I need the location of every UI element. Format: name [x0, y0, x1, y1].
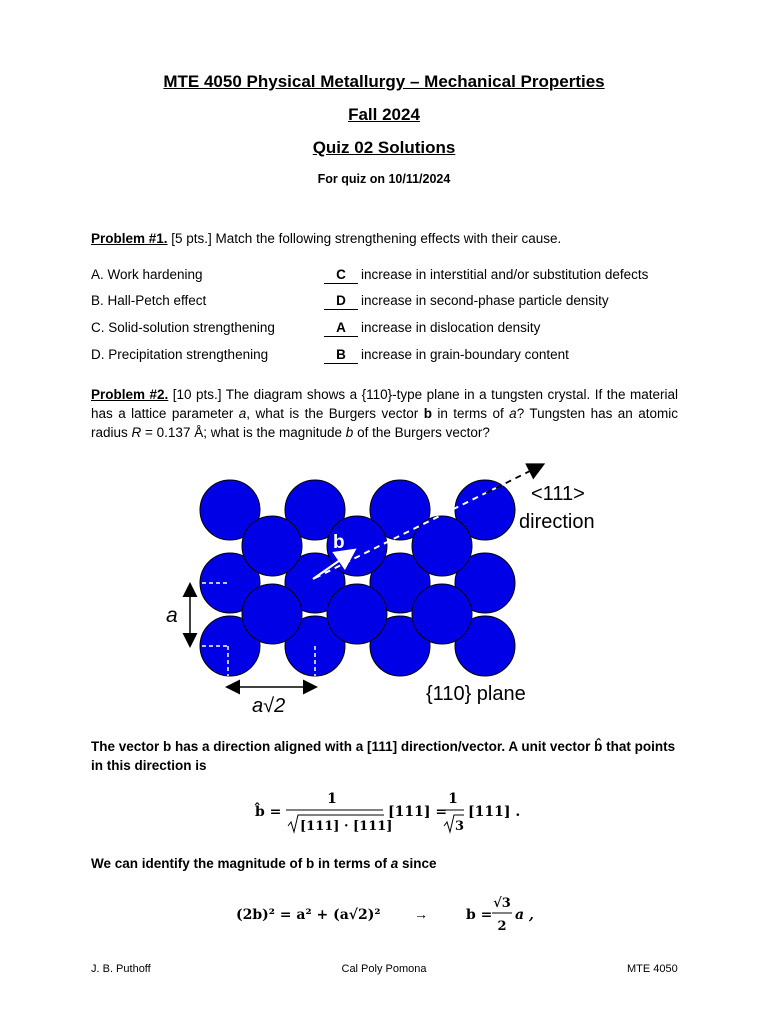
bcc-110-plane-diagram [0, 455, 768, 725]
footer-institution: Cal Poly Pomona [341, 963, 427, 975]
term-title: Fall 2024 [348, 105, 420, 124]
problem1-text: [5 pts.] Match the following strengthening effects with their cause. [167, 231, 562, 246]
var-b: b [345, 425, 354, 440]
atom-lattice [200, 480, 515, 676]
a-sqrt2-label [252, 695, 285, 717]
match-row [91, 267, 691, 287]
course-title: MTE 4050 Physical Metallurgy – Mechanical Properties [163, 72, 605, 91]
problem2-text: , what is the Burgers vector [246, 406, 424, 421]
match-answer: B [324, 347, 358, 364]
quiz-title: Quiz 02 Solutions [312, 138, 456, 157]
match-row [91, 293, 691, 313]
eq2-arrow: → [414, 906, 428, 922]
solution-text-2 [91, 854, 691, 873]
match-cause: increase in dislocation density [361, 320, 541, 335]
match-effect: B. Hall-Petch effect [91, 293, 207, 308]
eq1-denominator-2: 3 [455, 819, 465, 834]
match-answer: C [324, 267, 358, 284]
atom [412, 516, 472, 576]
var-r: R [131, 425, 142, 440]
a-sqrt2-text: a√2 [252, 695, 286, 717]
problem1-label: Problem #1. [91, 231, 168, 246]
match-effect: C. Solid-solution strengthening [91, 320, 275, 335]
eq2-b: b = [466, 907, 493, 923]
eq2-lhs: (2b)² = a² + (a√2)² [236, 907, 381, 923]
solution-text-2-part: We can identify the magnitude of b in terms of [91, 856, 391, 871]
footer-course: MTE 4050 [627, 963, 678, 975]
atom [412, 584, 472, 644]
var-b-bold: b [423, 406, 432, 421]
eq1-denominator: [111] · [111] [300, 819, 393, 834]
match-cause: increase in interstitial and/or substitution defects [361, 267, 649, 282]
burgers-vector-label: b [333, 532, 345, 553]
direction-label-word: direction [519, 511, 595, 533]
var-a: a [238, 406, 247, 421]
a-dimension-label: a [166, 604, 178, 627]
solution-text-2-part: since [398, 856, 437, 871]
match-row [91, 320, 691, 340]
problem2-text: of the Burgers vector? [353, 425, 490, 440]
match-cause: increase in grain-boundary content [361, 347, 569, 362]
eq2-numerator: √3 [493, 896, 511, 911]
var-a: a [509, 406, 517, 421]
problem2-prompt [91, 385, 678, 442]
direction-label-111: <111> [531, 483, 585, 505]
problem2-text: = 0.137 Å; what is the magnitude [141, 425, 346, 440]
var-a: a [390, 856, 399, 871]
eq1-end: [111] . [468, 804, 521, 820]
match-effect: A. Work hardening [91, 267, 203, 282]
plane-label: {110} plane [426, 683, 526, 705]
atom [327, 584, 387, 644]
eq1-numerator: 1 [327, 791, 337, 807]
problem2-text: ? Tungsten has an atomic radius [91, 406, 678, 440]
unit-vector-equation [0, 785, 768, 840]
atom [242, 584, 302, 644]
eq2-denominator: 2 [497, 919, 507, 934]
match-effect: D. Precipitation strengthening [91, 347, 269, 362]
problem1-prompt [91, 229, 678, 248]
magnitude-equation [0, 888, 768, 943]
match-cause: increase in second-phase particle density [361, 293, 609, 308]
eq1-lhs: b̂ = [255, 804, 282, 820]
problem2-label: Problem #2. [91, 387, 169, 402]
eq1-mid: [111] = [388, 804, 448, 820]
atom [242, 516, 302, 576]
footer-author: J. B. Puthoff [91, 963, 151, 975]
match-answer: D [324, 293, 358, 310]
match-answer: A [324, 320, 358, 337]
eq1-numerator-2: 1 [448, 791, 458, 807]
problem2-text: in terms of [431, 406, 510, 421]
match-row [91, 347, 691, 367]
problem2-text: [10 pts.] The diagram shows a {110}-type plane in a tungsten crystal. If the material has a lattice parameter [91, 387, 679, 421]
quiz-date: For quiz on 10/11/2024 [317, 172, 451, 186]
solution-text-1: The vector b has a direction aligned with a [111] direction/vector. A unit vector b̂ that points in this direction is [91, 739, 676, 773]
eq2-end: a , [515, 907, 534, 923]
